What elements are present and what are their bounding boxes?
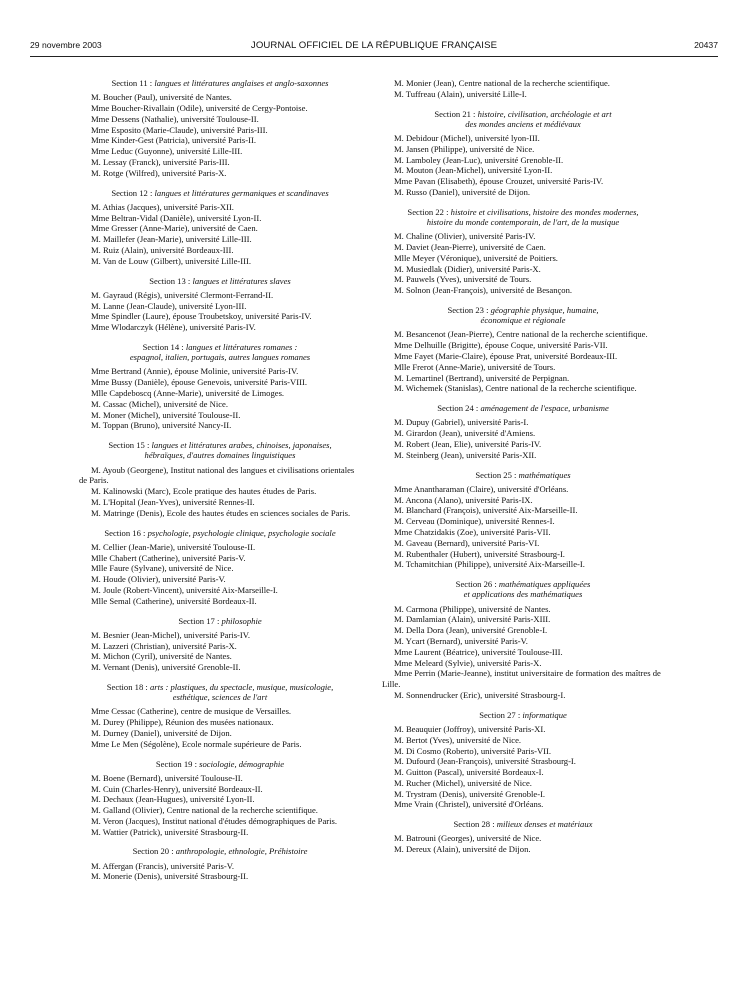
section-s12 xyxy=(79,188,361,267)
member-entry: Mme Boucher-Rivallain (Odile), université de Cergy-Pontoise. xyxy=(91,103,308,113)
member-entry: M. Trystram (Denis), université Grenoble-I. xyxy=(394,788,546,799)
member-entry: Mme Perrin (Marie-Jeanne), institut universitaire de formation des maîtres de Lille. xyxy=(382,668,661,690)
member-entry: M. Beauquier (Joffroy), université Paris-XI. xyxy=(394,723,546,734)
member-entry: M. Robert (Jean, Elie), université Paris-IV. xyxy=(394,438,542,449)
member-entry: M. Bertot (Yves), université de Nice. xyxy=(394,734,522,745)
member-entry: Mme Anantharaman (Claire), université d'Orléans. xyxy=(394,483,569,494)
member-entry: M. Maillefer (Jean-Marie), université Lille-III. xyxy=(91,234,252,245)
member-entry: M. L'Hopital (Jean-Yves), université Rennes-II. xyxy=(91,496,255,507)
section-s27 xyxy=(382,710,664,811)
member-entry: M. Van de Louw (Gilbert), université Lille-III. xyxy=(91,255,251,266)
member-entry: Mme Bertrand (Annie), épouse Molinie, université Paris-IV. xyxy=(91,366,299,377)
member-entry: M. Cerveau (Dominique), université Rennes-I. xyxy=(394,516,555,527)
right-column xyxy=(382,78,664,864)
member-entry: M. Dufourd (Jean-François), université Strasbourg-I. xyxy=(394,756,576,767)
member-entry: M. Damlamian (Alain), université Paris-XIII. xyxy=(394,614,551,625)
section-title xyxy=(79,440,361,460)
member-entry: Mme Vrain (Christel), université d'Orléans. xyxy=(394,799,544,810)
section-number: Section 25 : xyxy=(475,469,517,480)
section-topic: sociologie, démographie xyxy=(199,758,285,769)
member-entry: M. Lamboley (Jean-Luc), université Grenoble-II. xyxy=(394,154,564,165)
member-entry: M. Durney (Daniel), université de Dijon. xyxy=(91,727,232,738)
member-entry: M. Affergan (Francis), université Paris-V. xyxy=(91,860,234,871)
section-title xyxy=(79,759,361,769)
section-s25 xyxy=(382,470,664,571)
member-entry: M. Lemartinel (Bertrand), université de Perpignan. xyxy=(394,372,570,383)
member-entry: M. Daviet (Jean-Pierre), université de Caen. xyxy=(394,241,546,252)
member-entry: Mlle Frerot (Anne-Marie), université de Tours. xyxy=(394,361,556,372)
member-entry: M. Cuin (Charles-Henry), université Bordeaux-II. xyxy=(91,783,263,794)
member-entry: Mme Bussy (Danièle), épouse Genevois, université Paris-VIII. xyxy=(91,377,307,388)
section-s28 xyxy=(382,819,664,855)
section-title xyxy=(382,470,664,480)
section-number: Section 24 : xyxy=(437,403,479,414)
member-entry: M. Kalinowski (Marc), Ecole pratique des hautes études de Paris. xyxy=(91,486,317,497)
member-entry: M. Della Dora (Jean), université Grenoble-I. xyxy=(394,625,548,636)
section-topic-line2: espagnol, italien, portugais, autres langues romanes xyxy=(129,352,311,363)
section-title xyxy=(382,710,664,720)
member-entry: M. Rotge (Wilfred), université Paris-X. xyxy=(91,167,227,178)
member-entry: M. Durey (Philippe), Réunion des musées nationaux. xyxy=(91,717,274,728)
member-entry: M. Gaveau (Bernard), université Paris-VI. xyxy=(394,537,540,548)
section-topic: arts : plastiques, du spectacle, musique, musicologie, xyxy=(149,681,334,692)
member-entry: Mme Delhuille (Brigitte), épouse Coque, université Paris-VII. xyxy=(394,340,608,351)
section-topic: géographie physique, humaine, xyxy=(490,304,599,315)
section-title xyxy=(79,616,361,626)
section-topic: informatique xyxy=(522,709,567,720)
member-entry: M. Steinberg (Jean), université Paris-XII. xyxy=(394,449,537,460)
section-title xyxy=(79,342,361,362)
member-entry: M. Dereux (Alain), université de Dijon. xyxy=(394,844,531,855)
section-number: Section 13 : xyxy=(149,275,191,286)
member-entry: M. Debidour (Michel), université lyon-III. xyxy=(394,133,540,143)
member-entry: M. Lanne (Jean-Claude), université Lyon-III. xyxy=(91,300,247,311)
member-entry: M. Jansen (Philippe), université de Nice. xyxy=(394,143,535,154)
member-entry: Mme Kinder-Gest (Patricia), université Paris-II. xyxy=(91,135,256,146)
member-entry: M. Guitton (Pascal), université Bordeaux-I. xyxy=(394,767,544,778)
member-entry: M. Lazzeri (Christian), université Paris-X. xyxy=(91,640,237,651)
section-s23 xyxy=(382,305,664,394)
member-entry: M. Ycart (Bernard), université Paris-V. xyxy=(394,635,528,646)
section-s13 xyxy=(79,276,361,333)
section-number: Section 26 : xyxy=(455,579,497,590)
member-entry: M. Sonnendrucker (Eric), université Strasbourg-I. xyxy=(394,689,566,700)
section-number: Section 28 : xyxy=(453,819,495,830)
member-entry: M. Athias (Jacques), université Paris-XII. xyxy=(91,201,234,212)
member-entry: M. Matringe (Denis), Ecole des hautes études en sciences sociales de Paris. xyxy=(91,507,351,518)
member-entry: Mlle Faure (Sylvane), université de Nice. xyxy=(91,563,234,574)
section-number: Section 23 : xyxy=(447,304,489,315)
section-topic: langues et littératures romanes : xyxy=(185,341,298,352)
member-entry: M. Rubenthaler (Hubert), université Strasbourg-I. xyxy=(394,548,565,559)
member-entry: Mme Esposito (Marie-Claude), université Paris-III. xyxy=(91,124,268,135)
section-number: Section 22 : xyxy=(407,206,449,217)
section-s14 xyxy=(79,342,361,431)
section-title xyxy=(382,109,664,129)
member-entry: Mme Laurent (Béatrice), université Toulouse-III. xyxy=(394,646,563,657)
member-entry: M. Tuffreau (Alain), université Lille-I. xyxy=(394,88,527,99)
member-entry: M. Ruiz (Alain), université Bordeaux-III. xyxy=(91,244,234,255)
section-title xyxy=(79,682,361,702)
member-entry: M. Blanchard (François), université Aix-Marseille-II. xyxy=(394,505,578,516)
member-entry: M. Galland (Olivier), Centre national de la recherche scientifique. xyxy=(91,805,318,816)
section-topic-line2: et applications des mathématiques xyxy=(463,589,583,600)
left-column xyxy=(79,78,361,891)
section-title xyxy=(382,579,664,599)
member-entry: Mme Cessac (Catherine), centre de musique de Versailles. xyxy=(91,706,292,717)
section-topic-line2: histoire du monde contemporain, de l'art, de la musique xyxy=(426,216,620,227)
continued-entries xyxy=(382,78,664,100)
section-number: Section 17 : xyxy=(178,615,220,626)
member-entry: M. Joule (Robert-Vincent), université Aix-Marseille-I. xyxy=(91,584,278,595)
section-number: Section 19 : xyxy=(155,758,197,769)
section-s16 xyxy=(79,528,361,607)
section-title xyxy=(79,528,361,538)
member-entry: M. Boucher (Paul), université de Nantes. xyxy=(91,92,232,103)
section-topic: aménagement de l'espace, urbanisme xyxy=(480,403,609,414)
section-number: Section 11 : xyxy=(111,78,153,88)
member-entry: M. Wattier (Patrick), université Strasbourg-II. xyxy=(91,826,249,837)
section-title xyxy=(382,305,664,325)
member-entry: M. Carmona (Philippe), université de Nantes. xyxy=(394,603,551,614)
member-entry: M. Besancenot (Jean-Pierre), Centre national de la recherche scientifique. xyxy=(394,329,648,340)
member-entry: Mme Leduc (Guyonne), université Lille-III. xyxy=(91,146,243,157)
member-entry: Mlle Capdeboscq (Anne-Marie), université de Limoges. xyxy=(91,387,285,398)
section-title xyxy=(382,403,664,413)
member-entry: M. Ayoub (Georgene), Institut national des langues et civilisations orientales de Paris. xyxy=(79,464,355,486)
section-number: Section 21 : xyxy=(434,108,476,119)
member-entry: M. Boene (Bernard), université Toulouse-II. xyxy=(91,772,243,783)
member-entry: Mme Le Men (Ségolène), Ecole normale supérieure de Paris. xyxy=(91,738,302,749)
member-entry: M. Vernant (Denis), université Grenoble-II. xyxy=(91,662,241,673)
member-entry: Mlle Meyer (Véronique), université de Poitiers. xyxy=(394,252,558,263)
section-s26 xyxy=(382,579,664,701)
member-entry: M. Lessay (Franck), université Paris-III. xyxy=(91,156,230,167)
section-title xyxy=(79,188,361,198)
member-entry: Mme Dessens (Nathalie), université Toulouse-II. xyxy=(91,113,259,124)
member-entry: M. Monier (Jean), Centre national de la recherche scientifique. xyxy=(394,78,610,88)
member-entry: Mme Chatzidakis (Zoe), université Paris-VII. xyxy=(394,526,551,537)
section-s19 xyxy=(79,759,361,838)
section-number: Section 20 : xyxy=(132,846,174,857)
section-title xyxy=(79,78,361,88)
section-s21 xyxy=(382,109,664,198)
section-topic: histoire, civilisation, archéologie et art xyxy=(477,108,612,119)
member-entry: Mme Spindler (Laure), épouse Troubetskoy, université Paris-IV. xyxy=(91,311,312,322)
member-entry: M. Solnon (Jean-François), université de Besançon. xyxy=(394,285,573,296)
member-entry: M. Girardon (Jean), université d'Amiens. xyxy=(394,428,536,439)
member-entry: M. Batrouni (Georges), université de Nice. xyxy=(394,833,542,844)
member-entry: M. Chaline (Olivier), université Paris-IV. xyxy=(394,231,536,242)
section-s18 xyxy=(79,682,361,750)
member-entry: M. Rucher (Michel), université de Nice. xyxy=(394,777,532,788)
section-number: Section 14 : xyxy=(142,341,184,352)
section-s17 xyxy=(79,616,361,673)
member-entry: M. Di Cosmo (Roberto), université Paris-VII. xyxy=(394,745,552,756)
header-rule xyxy=(30,56,718,57)
member-entry: M. Pauwels (Yves), université de Tours. xyxy=(394,274,532,285)
member-entry: M. Michon (Cyril), université de Nantes. xyxy=(91,651,232,662)
section-number: Section 12 : xyxy=(111,187,153,198)
member-entry: M. Gayraud (Régis), université Clermont-Ferrand-II. xyxy=(91,289,274,300)
member-entry: M. Ancona (Alano), université Paris-IX. xyxy=(394,494,533,505)
member-entry: M. Tchamitchian (Philippe), université Aix-Marseille-I. xyxy=(394,559,585,570)
section-topic: langues et littératures anglaises et anglo-saxonnes xyxy=(154,78,329,88)
member-entry: M. Cellier (Jean-Marie), université Toulouse-II. xyxy=(91,541,256,552)
section-topic: anthropologie, ethnologie, Préhistoire xyxy=(175,846,308,857)
member-entry: M. Moner (Michel), université Toulouse-II. xyxy=(91,409,241,420)
section-title xyxy=(382,207,664,227)
member-entry: M. Dupuy (Gabriel), université Paris-I. xyxy=(394,417,529,428)
section-topic-line2: esthétique, sciences de l'art xyxy=(172,692,268,703)
member-entry: Mme Fayet (Marie-Claire), épouse Prat, université Bordeaux-III. xyxy=(394,350,618,361)
member-entry: M. Monerie (Denis), université Strasbourg-II. xyxy=(91,871,249,882)
member-entry: M. Musiedlak (Didier), université Paris-X. xyxy=(394,263,541,274)
section-title xyxy=(79,846,361,856)
member-entry: Mme Gresser (Anne-Marie), université de Caen. xyxy=(91,223,258,234)
member-entry: M. Dechaux (Jean-Hugues), université Lyon-II. xyxy=(91,794,255,805)
section-topic-line2: économique et régionale xyxy=(480,315,566,326)
section-topic: mathématiques appliquées xyxy=(498,579,591,590)
section-topic: psychologie, psychologie clinique, psychologie sociale xyxy=(147,527,336,538)
section-topic-line2: des mondes anciens et médiévaux xyxy=(465,118,581,129)
section-number: Section 16 : xyxy=(104,527,146,538)
section-title xyxy=(79,276,361,286)
journal-title: JOURNAL OFFICIEL DE LA RÉPUBLIQUE FRANÇAISE xyxy=(250,40,498,51)
section-number: Section 27 : xyxy=(479,709,521,720)
member-entry: M. Veron (Jacques), Institut national d'études démographiques de Paris. xyxy=(91,815,338,826)
section-s22 xyxy=(382,207,664,296)
section-topic: milieux denses et matériaux xyxy=(496,819,593,830)
section-topic: philosophie xyxy=(221,615,262,626)
member-entry: Mlle Chabert (Catherine), université Paris-V. xyxy=(91,552,246,563)
member-entry: Mme Wlodarczyk (Hélène), université Paris-IV. xyxy=(91,322,256,333)
section-topic: histoire et civilisations, histoire des mondes modernes, xyxy=(450,206,639,217)
member-entry: M. Wichemek (Stanislas), Centre national de la recherche scientifique. xyxy=(394,383,637,394)
page-number: 20437 xyxy=(694,40,718,50)
section-topic: langues et littératures slaves xyxy=(192,275,291,286)
member-entry: M. Toppan (Bruno), université Nancy-II. xyxy=(91,420,232,431)
section-number: Section 18 : xyxy=(106,681,148,692)
member-entry: M. Cassac (Michel), université de Nice. xyxy=(91,398,228,409)
member-entry: Mme Meleard (Sylvie), université Paris-X. xyxy=(394,657,542,668)
section-title xyxy=(382,819,664,829)
section-number: Section 15 : xyxy=(108,440,150,451)
member-entry: Mme Pavan (Elisabeth), épouse Crouzet, université Paris-IV. xyxy=(394,176,604,187)
issue-date: 29 novembre 2003 xyxy=(30,40,102,50)
section-topic: langues et littératures arabes, chinoises, japonaises, xyxy=(151,440,332,451)
member-entry: M. Besnier (Jean-Michel), université Paris-IV. xyxy=(91,629,251,640)
section-topic: mathématiques xyxy=(518,469,571,480)
member-entry: Mlle Semal (Catherine), université Bordeaux-II. xyxy=(91,595,257,606)
member-entry: M. Russo (Daniel), université de Dijon. xyxy=(394,186,531,197)
section-s24 xyxy=(382,403,664,460)
member-entry: Mme Beltran-Vidal (Danièle), université Lyon-II. xyxy=(91,212,262,223)
member-entry: M. Mouton (Jean-Michel), université Lyon-II. xyxy=(394,165,553,176)
member-entry: M. Houde (Olivier), université Paris-V. xyxy=(91,574,226,585)
section-topic-line2: hébraïques, d'autres domaines linguistiques xyxy=(144,450,296,461)
section-s15 xyxy=(79,440,361,518)
section-s20 xyxy=(79,846,361,882)
page-header xyxy=(30,40,718,54)
section-s11 xyxy=(79,78,361,179)
section-topic: langues et littératures germaniques et scandinaves xyxy=(154,187,329,198)
